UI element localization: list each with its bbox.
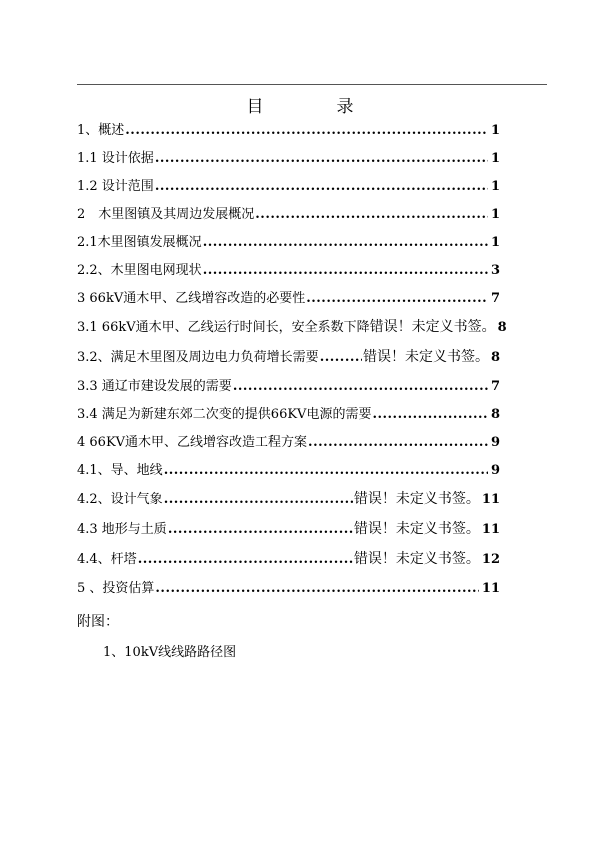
toc-entry-page: 11 bbox=[481, 492, 500, 507]
toc-entry-page: 8 bbox=[490, 350, 500, 365]
toc-entry-page: 8 bbox=[497, 320, 507, 335]
toc-entry-1-2[interactable] bbox=[77, 178, 500, 196]
toc-entry-2-1[interactable] bbox=[77, 234, 500, 252]
toc-entry-page: 7 bbox=[490, 379, 500, 394]
toc-entry-3-4[interactable] bbox=[77, 406, 500, 424]
toc-entry-text: 4.3 地形与土质 bbox=[77, 522, 167, 537]
toc-entry-page: 8 bbox=[490, 407, 500, 422]
toc-entry-1-1[interactable] bbox=[77, 150, 500, 168]
toc-entry-page: 1 bbox=[490, 179, 500, 194]
appendix-label: 附图： bbox=[77, 614, 119, 630]
toc-title: 目 录 bbox=[246, 97, 382, 117]
toc-leader-dots bbox=[203, 262, 488, 280]
toc-entry-error: 错误！未定义书签。 bbox=[369, 319, 496, 335]
toc-entry-page: 9 bbox=[490, 463, 500, 478]
toc-entry-error: 错误！未定义书签。 bbox=[353, 551, 480, 567]
toc-entry-4-3[interactable] bbox=[77, 520, 500, 538]
toc-entry-text: 3 66kV通木甲、乙线增容改造的必要性 bbox=[77, 291, 306, 306]
toc-entry-page: 1 bbox=[490, 123, 500, 138]
toc-entry-4-2[interactable] bbox=[77, 490, 500, 508]
toc-entry-3-1[interactable] bbox=[77, 318, 527, 336]
toc-entry-text: 4.2、设计气象 bbox=[77, 492, 163, 507]
toc-leader-dots bbox=[255, 206, 488, 224]
toc-leader-dots bbox=[125, 122, 488, 140]
toc-entry-text: 1、概述 bbox=[77, 123, 125, 138]
toc-entry-page: 11 bbox=[481, 522, 500, 537]
toc-entry-text: 4.1、导、地线 bbox=[77, 463, 163, 478]
toc-leader-dots bbox=[203, 234, 488, 252]
toc-leader-dots bbox=[164, 462, 488, 480]
toc-entry-4[interactable] bbox=[77, 434, 500, 452]
toc-leader-dots bbox=[168, 521, 353, 539]
toc-entry-4-4[interactable] bbox=[77, 550, 500, 568]
toc-entry-page: 1 bbox=[490, 151, 500, 166]
toc-entry-text: 3.1 66kV通木甲、乙线运行时间长，安全系数下降 bbox=[77, 320, 370, 335]
toc-entry-text: 2.1木里图镇发展概况 bbox=[77, 235, 202, 250]
toc-entry-text: 1.1 设计依据 bbox=[77, 151, 154, 166]
toc-entry-page: 1 bbox=[490, 207, 500, 222]
toc-entry-text: 2 木里图镇及其周边发展概况 bbox=[77, 207, 255, 222]
toc-entry-1[interactable] bbox=[77, 122, 500, 140]
toc-entry-page: 11 bbox=[481, 581, 500, 596]
toc-entry-2[interactable] bbox=[77, 206, 500, 224]
toc-entry-page: 3 bbox=[490, 263, 500, 278]
toc-leader-dots bbox=[138, 551, 353, 569]
toc-entry-3-3[interactable] bbox=[77, 378, 500, 396]
toc-leader-dots bbox=[155, 150, 488, 168]
toc-leader-dots bbox=[233, 378, 488, 396]
toc-entry-error: 错误！未定义书签。 bbox=[362, 349, 489, 365]
toc-entry-3-2[interactable] bbox=[77, 348, 500, 366]
toc-entry-page: 1 bbox=[490, 235, 500, 250]
toc-entry-text: 1.2 设计范围 bbox=[77, 179, 154, 194]
toc-entry-page: 12 bbox=[481, 552, 500, 567]
toc-leader-dots bbox=[155, 178, 488, 196]
toc-entry-text: 3.4 满足为新建东郊二次变的提供66KV电源的需要 bbox=[77, 407, 372, 422]
toc-leader-dots bbox=[308, 434, 488, 452]
toc-leader-dots bbox=[372, 406, 488, 424]
toc-entry-text: 3.3 通辽市建设发展的需要 bbox=[77, 379, 232, 394]
toc-entry-text: 2.2、木里图电网现状 bbox=[77, 263, 202, 278]
toc-entry-text: 3.2、满足木里图及周边电力负荷增长需要 bbox=[77, 350, 319, 365]
toc-leader-dots bbox=[155, 580, 479, 598]
toc-entry-2-2[interactable] bbox=[77, 262, 500, 280]
toc-leader-dots bbox=[164, 491, 353, 509]
toc-leader-dots bbox=[320, 349, 362, 367]
toc-entry-3[interactable] bbox=[77, 290, 500, 308]
toc-entry-4-1[interactable] bbox=[77, 462, 500, 480]
toc-entry-page: 9 bbox=[490, 435, 500, 450]
toc-entry-text: 4.4、杆塔 bbox=[77, 552, 137, 567]
toc-leader-dots bbox=[306, 290, 488, 308]
toc-entry-error: 错误！未定义书签。 bbox=[353, 491, 480, 507]
toc-entry-page: 7 bbox=[490, 291, 500, 306]
header-rule bbox=[77, 84, 547, 85]
toc-entry-error: 错误！未定义书签。 bbox=[353, 521, 480, 537]
toc-entry-text: 4 66KV通木甲、乙线增容改造工程方案 bbox=[77, 435, 308, 450]
appendix-item: 1、10kV线线路路径图 bbox=[103, 645, 237, 660]
toc-entry-5[interactable] bbox=[77, 580, 500, 598]
toc-entry-text: 5 、投资估算 bbox=[77, 581, 155, 596]
